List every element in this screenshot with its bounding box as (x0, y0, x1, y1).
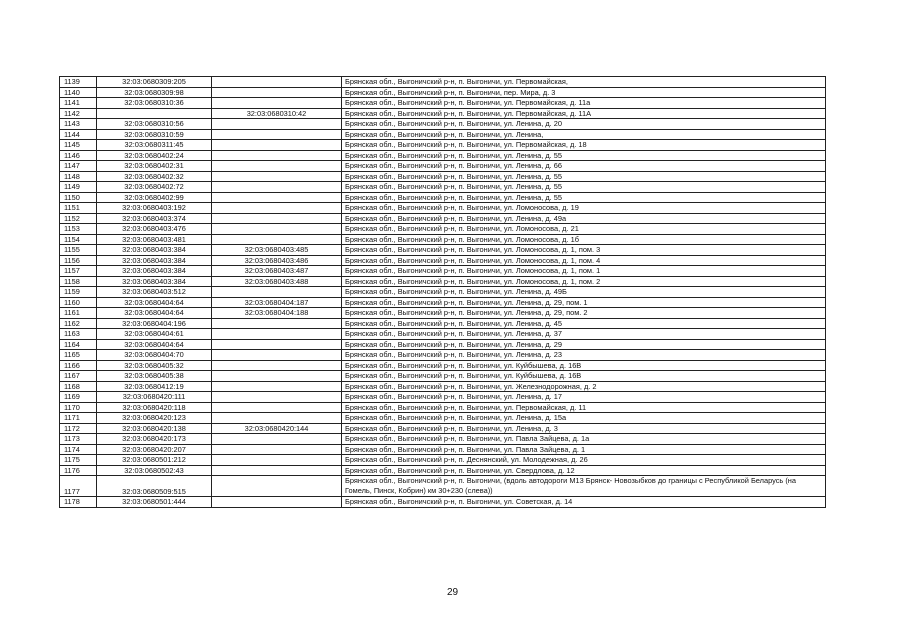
cadastral-number-cell: 32:03:0680403:192 (97, 203, 212, 214)
address-cell: Брянская обл., Выгоничский р-н, п. Выгоничи, ул. Ломоносова, д. 1, пом. 3 (342, 245, 826, 256)
cadastral-number-cell: 32:03:0680501:212 (97, 455, 212, 466)
row-number-cell: 1175 (60, 455, 97, 466)
row-number-cell: 1150 (60, 192, 97, 203)
row-number-cell: 1158 (60, 276, 97, 287)
object-cadastral-number-cell: 32:03:0680403:488 (212, 276, 342, 287)
address-cell: Брянская обл., Выгоничский р-н, п. Выгоничи, ул. Ломоносова, д. 19 (342, 203, 826, 214)
table-row (60, 129, 826, 140)
row-number-cell: 1169 (60, 392, 97, 403)
address-cell: Брянская обл., Выгоничский р-н, п. Выгоничи, ул. Ленина, (342, 129, 826, 140)
object-cadastral-number-cell (212, 360, 342, 371)
object-cadastral-number-cell (212, 140, 342, 151)
row-number-cell: 1168 (60, 381, 97, 392)
table-row (60, 329, 826, 340)
object-cadastral-number-cell (212, 318, 342, 329)
cadastral-number-cell: 32:03:0680420:207 (97, 444, 212, 455)
object-cadastral-number-cell (212, 465, 342, 476)
cadastral-number-cell: 32:03:0680502:43 (97, 465, 212, 476)
object-cadastral-number-cell (212, 455, 342, 466)
object-cadastral-number-cell (212, 161, 342, 172)
object-cadastral-number-cell (212, 287, 342, 298)
address-cell: Брянская обл., Выгоничский р-н, п. Выгоничи, ул. Железнодорожная, д. 2 (342, 381, 826, 392)
table-row (60, 497, 826, 508)
row-number-cell: 1174 (60, 444, 97, 455)
row-number-cell: 1142 (60, 108, 97, 119)
cadastral-number-cell: 32:03:0680420:173 (97, 434, 212, 445)
row-number-cell: 1177 (60, 476, 97, 497)
object-cadastral-number-cell (212, 329, 342, 340)
row-number-cell: 1164 (60, 339, 97, 350)
address-cell: Брянская обл., Выгоничский р-н, п. Выгоничи, ул. Ленина, д. 55 (342, 182, 826, 193)
row-number-cell: 1146 (60, 150, 97, 161)
cadastral-number-cell: 32:03:0680501:444 (97, 497, 212, 508)
object-cadastral-number-cell (212, 150, 342, 161)
table-row (60, 297, 826, 308)
address-cell: Брянская обл., Выгоничский р-н, п. Выгоничи, ул. Ленина, д. 55 (342, 171, 826, 182)
table-row (60, 276, 826, 287)
address-cell: Брянская обл., Выгоничский р-н, п. Выгоничи, ул. Ленина, д. 55 (342, 150, 826, 161)
address-cell: Брянская обл., Выгоничский р-н, п. Выгоничи, ул. Свердлова, д. 12 (342, 465, 826, 476)
object-cadastral-number-cell (212, 392, 342, 403)
row-number-cell: 1155 (60, 245, 97, 256)
object-cadastral-number-cell (212, 402, 342, 413)
address-cell: Брянская обл., Выгоничский р-н, п. Выгоничи, ул. Ленина, д. 66 (342, 161, 826, 172)
object-cadastral-number-cell (212, 182, 342, 193)
address-cell: Брянская обл., Выгоничский р-н, п. Выгоничи, ул. Ломоносова, д. 21 (342, 224, 826, 235)
row-number-cell: 1159 (60, 287, 97, 298)
cadastral-number-cell: 32:03:0680404:64 (97, 339, 212, 350)
cadastral-number-cell: 32:03:0680404:64 (97, 297, 212, 308)
row-number-cell: 1140 (60, 87, 97, 98)
row-number-cell: 1172 (60, 423, 97, 434)
row-number-cell: 1148 (60, 171, 97, 182)
cadastral-number-cell: 32:03:0680403:476 (97, 224, 212, 235)
row-number-cell: 1163 (60, 329, 97, 340)
object-cadastral-number-cell (212, 339, 342, 350)
address-cell: Брянская обл., Выгоничский р-н, п. Выгоничи, ул. Первомайская, д. 11а (342, 98, 826, 109)
table-row (60, 87, 826, 98)
table-row (60, 308, 826, 319)
row-number-cell: 1152 (60, 213, 97, 224)
cadastral-number-cell: 32:03:0680420:138 (97, 423, 212, 434)
object-cadastral-number-cell (212, 213, 342, 224)
row-number-cell: 1145 (60, 140, 97, 151)
row-number-cell: 1141 (60, 98, 97, 109)
cadastral-number-cell: 32:03:0680311:45 (97, 140, 212, 151)
row-number-cell: 1157 (60, 266, 97, 277)
row-number-cell: 1153 (60, 224, 97, 235)
cadastral-number-cell: 32:03:0680405:38 (97, 371, 212, 382)
table-row (60, 318, 826, 329)
table-row (60, 371, 826, 382)
table-row (60, 119, 826, 130)
address-cell: Брянская обл., Выгоничский р-н, п. Выгоничи, ул. Ленина, д. 49а (342, 213, 826, 224)
table-row (60, 360, 826, 371)
table-row (60, 140, 826, 151)
row-number-cell: 1166 (60, 360, 97, 371)
table-row (60, 213, 826, 224)
cadastral-number-cell (97, 108, 212, 119)
cadastral-number-cell: 32:03:0680402:72 (97, 182, 212, 193)
table-row (60, 381, 826, 392)
cadastral-number-cell: 32:03:0680310:59 (97, 129, 212, 140)
object-cadastral-number-cell: 32:03:0680404:188 (212, 308, 342, 319)
table-row (60, 192, 826, 203)
cadastral-number-cell: 32:03:0680403:374 (97, 213, 212, 224)
table-row (60, 171, 826, 182)
address-cell: Брянская обл., Выгоничский р-н, п. Выгоничи, ул. Ленина, д. 49Б (342, 287, 826, 298)
table-row (60, 455, 826, 466)
row-number-cell: 1160 (60, 297, 97, 308)
cadastral-number-cell: 32:03:0680309:98 (97, 87, 212, 98)
address-cell: Брянская обл., Выгоничский р-н, п. Выгоничи, ул. Ленина, д. 45 (342, 318, 826, 329)
row-number-cell: 1162 (60, 318, 97, 329)
object-cadastral-number-cell (212, 77, 342, 88)
object-cadastral-number-cell (212, 224, 342, 235)
address-cell: Брянская обл., Выгоничский р-н, п. Выгоничи, ул. Ленина, д. 20 (342, 119, 826, 130)
address-cell: Брянская обл., Выгоничский р-н, п. Выгоничи, ул. Ленина, д. 17 (342, 392, 826, 403)
cadastral-number-cell: 32:03:0680404:61 (97, 329, 212, 340)
address-cell: Брянская обл., Выгоничский р-н, п. Выгоничи, ул. Ломоносова, д. 1, пом. 1 (342, 266, 826, 277)
object-cadastral-number-cell: 32:03:0680420:144 (212, 423, 342, 434)
table-row (60, 98, 826, 109)
table-row (60, 234, 826, 245)
row-number-cell: 1151 (60, 203, 97, 214)
table-row (60, 350, 826, 361)
table-row (60, 402, 826, 413)
address-cell: Брянская обл., Выгоничский р-н, п. Выгоничи, ул. Первомайская, д. 18 (342, 140, 826, 151)
object-cadastral-number-cell (212, 119, 342, 130)
object-cadastral-number-cell: 32:03:0680403:486 (212, 255, 342, 266)
table-row (60, 203, 826, 214)
table-row (60, 392, 826, 403)
table-row (60, 465, 826, 476)
row-number-cell: 1139 (60, 77, 97, 88)
cadastral-number-cell: 32:03:0680403:384 (97, 255, 212, 266)
object-cadastral-number-cell (212, 371, 342, 382)
cadastral-number-cell: 32:03:0680402:24 (97, 150, 212, 161)
object-cadastral-number-cell (212, 234, 342, 245)
object-cadastral-number-cell (212, 413, 342, 424)
cadastral-table (59, 76, 826, 508)
table-row (60, 245, 826, 256)
address-cell: Брянская обл., Выгоничский р-н, п. Выгоничи, ул. Ломоносова, д. 1, пом. 4 (342, 255, 826, 266)
object-cadastral-number-cell (212, 497, 342, 508)
address-cell: Брянская обл., Выгоничский р-н, п. Выгоничи, пер. Мира, д. 3 (342, 87, 826, 98)
object-cadastral-number-cell: 32:03:0680404:187 (212, 297, 342, 308)
table-row (60, 161, 826, 172)
row-number-cell: 1144 (60, 129, 97, 140)
cadastral-number-cell: 32:03:0680402:99 (97, 192, 212, 203)
cadastral-number-cell: 32:03:0680509:515 (97, 476, 212, 497)
object-cadastral-number-cell (212, 350, 342, 361)
object-cadastral-number-cell (212, 381, 342, 392)
cadastral-number-cell: 32:03:0680403:384 (97, 266, 212, 277)
cadastral-number-cell: 32:03:0680310:56 (97, 119, 212, 130)
row-number-cell: 1171 (60, 413, 97, 424)
table-row (60, 266, 826, 277)
table-row (60, 423, 826, 434)
address-cell: Брянская обл., Выгоничский р-н, п. Выгоничи, ул. Ленина, д. 3 (342, 423, 826, 434)
page-number: 29 (446, 587, 459, 598)
object-cadastral-number-cell (212, 192, 342, 203)
table-row (60, 150, 826, 161)
row-number-cell: 1161 (60, 308, 97, 319)
cadastral-number-cell: 32:03:0680403:512 (97, 287, 212, 298)
row-number-cell: 1178 (60, 497, 97, 508)
table-row (60, 77, 826, 88)
address-cell: Брянская обл., Выгоничский р-н, п. Выгоничи, ул. Павла Зайцева, д. 1 (342, 444, 826, 455)
cadastral-number-cell: 32:03:0680404:70 (97, 350, 212, 361)
row-number-cell: 1176 (60, 465, 97, 476)
table-row (60, 182, 826, 193)
address-cell: Брянская обл., Выгоничский р-н, п. Выгоничи, ул. Ленина, д. 55 (342, 192, 826, 203)
cadastral-number-cell: 32:03:0680420:118 (97, 402, 212, 413)
row-number-cell: 1170 (60, 402, 97, 413)
object-cadastral-number-cell (212, 444, 342, 455)
row-number-cell: 1173 (60, 434, 97, 445)
row-number-cell: 1167 (60, 371, 97, 382)
cadastral-number-cell: 32:03:0680309:205 (97, 77, 212, 88)
table-row (60, 287, 826, 298)
cadastral-number-cell: 32:03:0680420:111 (97, 392, 212, 403)
address-cell: Брянская обл., Выгоничский р-н, п. Деснянский, ул. Молодежная, д. 26 (342, 455, 826, 466)
address-cell: Брянская обл., Выгоничский р-н, п. Выгоничи, ул. Ломоносова, д. 1б (342, 234, 826, 245)
cadastral-table-body (60, 77, 826, 508)
address-cell: Брянская обл., Выгоничский р-н, п. Выгоничи, ул. Первомайская, (342, 77, 826, 88)
row-number-cell: 1165 (60, 350, 97, 361)
cadastral-number-cell: 32:03:0680403:384 (97, 245, 212, 256)
table-row (60, 108, 826, 119)
address-cell: Брянская обл., Выгоничский р-н, п. Выгоничи, (вдоль автодороги М13 Брянск- Новозыбков до границы с Республикой Беларусь (на Гомель, Пинск, Кобрин) км 30+230 (слева)) (342, 476, 826, 497)
address-cell: Брянская обл., Выгоничский р-н, п. Выгоничи, ул. Ленина, д. 29 (342, 339, 826, 350)
object-cadastral-number-cell (212, 129, 342, 140)
address-cell: Брянская обл., Выгоничский р-н, п. Выгоничи, ул. Первомайская, д. 11 (342, 402, 826, 413)
cadastral-number-cell: 32:03:0680405:32 (97, 360, 212, 371)
cadastral-number-cell: 32:03:0680404:64 (97, 308, 212, 319)
object-cadastral-number-cell (212, 98, 342, 109)
object-cadastral-number-cell (212, 476, 342, 497)
row-number-cell: 1147 (60, 161, 97, 172)
cadastral-number-cell: 32:03:0680403:384 (97, 276, 212, 287)
address-cell: Брянская обл., Выгоничский р-н, п. Выгоничи, ул. Ломоносова, д. 1, пом. 2 (342, 276, 826, 287)
address-cell: Брянская обл., Выгоничский р-н, п. Выгоничи, ул. Ленина, д. 23 (342, 350, 826, 361)
object-cadastral-number-cell (212, 87, 342, 98)
address-cell: Брянская обл., Выгоничский р-н, п. Выгоничи, ул. Куйбышева, д. 16В (342, 371, 826, 382)
table-row (60, 339, 826, 350)
address-cell: Брянская обл., Выгоничский р-н, п. Выгоничи, ул. Первомайская, д. 11А (342, 108, 826, 119)
table-row (60, 255, 826, 266)
object-cadastral-number-cell (212, 171, 342, 182)
address-cell: Брянская обл., Выгоничский р-н, п. Выгоничи, ул. Павла Зайцева, д. 1а (342, 434, 826, 445)
row-number-cell: 1154 (60, 234, 97, 245)
object-cadastral-number-cell: 32:03:0680310:42 (212, 108, 342, 119)
row-number-cell: 1143 (60, 119, 97, 130)
cadastral-number-cell: 32:03:0680420:123 (97, 413, 212, 424)
address-cell: Брянская обл., Выгоничский р-н, п. Выгоничи, ул. Куйбышева, д. 16В (342, 360, 826, 371)
address-cell: Брянская обл., Выгоничский р-н, п. Выгоничи, ул. Ленина, д. 15а (342, 413, 826, 424)
cadastral-number-cell: 32:03:0680402:32 (97, 171, 212, 182)
cadastral-number-cell: 32:03:0680402:31 (97, 161, 212, 172)
table-row (60, 444, 826, 455)
address-cell: Брянская обл., Выгоничский р-н, п. Выгоничи, ул. Советская, д. 14 (342, 497, 826, 508)
table-row (60, 476, 826, 497)
object-cadastral-number-cell (212, 434, 342, 445)
cadastral-number-cell: 32:03:0680412:19 (97, 381, 212, 392)
address-cell: Брянская обл., Выгоничский р-н, п. Выгоничи, ул. Ленина, д. 29, пом. 2 (342, 308, 826, 319)
table-row (60, 413, 826, 424)
row-number-cell: 1156 (60, 255, 97, 266)
object-cadastral-number-cell (212, 203, 342, 214)
row-number-cell: 1149 (60, 182, 97, 193)
object-cadastral-number-cell: 32:03:0680403:487 (212, 266, 342, 277)
table-row (60, 224, 826, 235)
table-row (60, 434, 826, 445)
address-cell: Брянская обл., Выгоничский р-н, п. Выгоничи, ул. Ленина, д. 37 (342, 329, 826, 340)
object-cadastral-number-cell: 32:03:0680403:485 (212, 245, 342, 256)
cadastral-number-cell: 32:03:0680310:36 (97, 98, 212, 109)
address-cell: Брянская обл., Выгоничский р-н, п. Выгоничи, ул. Ленина, д. 29, пом. 1 (342, 297, 826, 308)
cadastral-number-cell: 32:03:0680404:196 (97, 318, 212, 329)
cadastral-number-cell: 32:03:0680403:481 (97, 234, 212, 245)
